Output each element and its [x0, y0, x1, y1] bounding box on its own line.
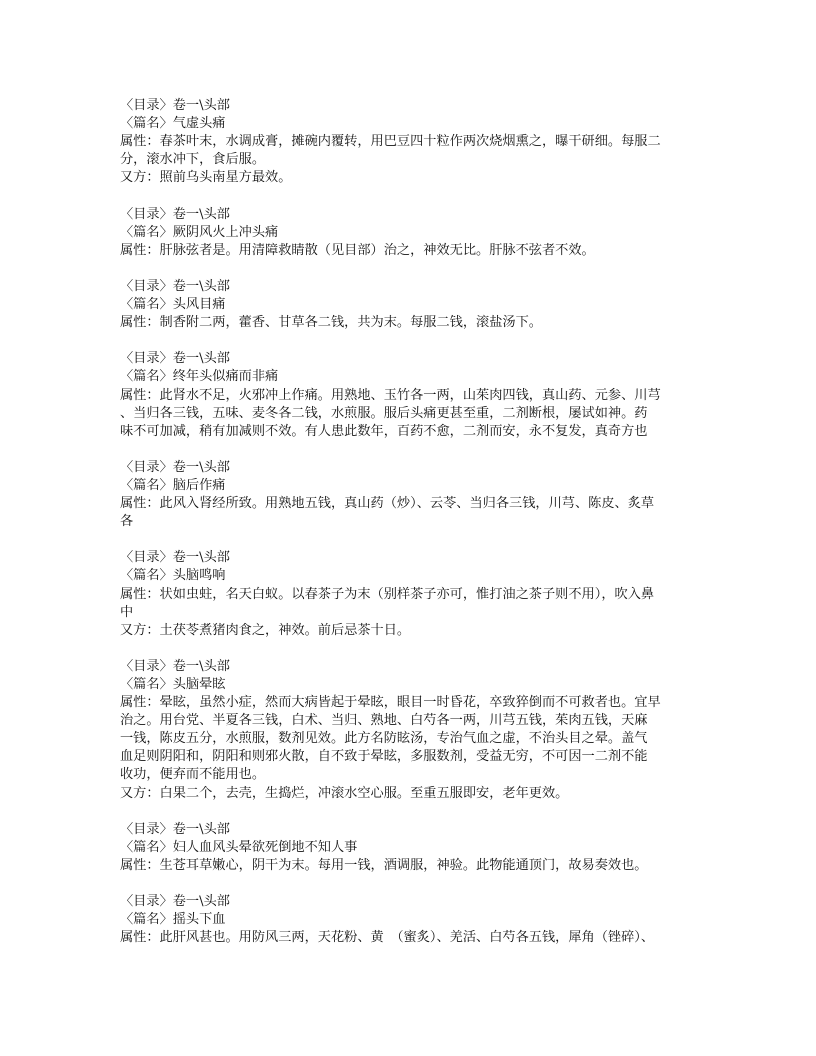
entry-text-line: 、当归各三钱，五味、麦冬各二钱，水煎服。服后头痛更甚至重，二剂断根，屡试如神。药 [120, 405, 648, 421]
entry-text-line: 属性：制香附二两，藿香、甘草各二钱，共为末。每服二钱，滚盐汤下。 [120, 315, 542, 331]
entry-title: 〈篇名〉头风目痛 [120, 297, 226, 313]
entry-tounao-yunxuan [120, 658, 700, 803]
catalog-label: 〈目录〉卷一\头部 [120, 351, 230, 367]
entry-text-line: 属性：此肾水不足，火邪冲上作痛。用熟地、玉竹各一两，山茱肉四钱，真山药、元参、川芎 [120, 387, 661, 403]
entry-text-line: 治之。用台党、半夏各三钱，白术、当归、熟地、白芍各一两，川芎五钱，茱肉五钱，天麻 [120, 713, 648, 729]
entry-text-line: 属性：肝脉弦者是。用清障救睛散（见目部）治之，神效无比。肝脉不弦者不效。 [120, 242, 595, 258]
catalog-label: 〈目录〉卷一\头部 [120, 894, 230, 910]
entry-text-line: 又方：土茯苓煮猪肉食之，神效。前后忌茶十日。 [120, 622, 411, 638]
entry-title: 〈篇名〉气虚头痛 [120, 116, 226, 132]
entry-text-line: 血足则阴阳和，阴阳和则邪火散，自不致于晕眩，多服数剂，受益无穷，不可因一二剂不能 [120, 749, 648, 765]
catalog-label: 〈目录〉卷一\头部 [120, 459, 230, 475]
entry-title: 〈篇名〉终年头似痛而非痛 [120, 369, 279, 385]
document-page [120, 97, 700, 966]
entry-tounao-mingxiang [120, 549, 700, 639]
entry-title: 〈篇名〉厥阴风火上冲头痛 [120, 224, 279, 240]
catalog-label: 〈目录〉卷一\头部 [120, 206, 230, 222]
catalog-label: 〈目录〉卷一\头部 [120, 821, 230, 837]
entry-text-line: 中 [120, 604, 134, 620]
catalog-label: 〈目录〉卷一\头部 [120, 278, 230, 294]
entry-title: 〈篇名〉头脑晕眩 [120, 677, 226, 692]
entry-text-line: 属性：状如虫蛀，名天白蚁。以春茶子为末（别样茶子亦可，惟打油之茶子则不用），吹入鼻 [120, 586, 655, 602]
entry-zhongnian-toutong [120, 350, 700, 440]
catalog-label: 〈目录〉卷一\头部 [120, 658, 230, 674]
entry-yaotou-xiaxue [120, 893, 700, 947]
entry-text-line: 分，滚水冲下，食后服。 [120, 152, 266, 168]
entry-title: 〈篇名〉脑后作痛 [120, 477, 226, 493]
entry-text-line: 属性：生苍耳草嫩心，阴干为末。每用一钱，酒调服，神验。此物能通顶门，故易奏效也。 [120, 857, 648, 873]
entry-text-line: 又方：照前乌头南星方最效。 [120, 170, 292, 186]
entry-title: 〈篇名〉妇人血风头晕欲死倒地不知人事 [120, 839, 358, 855]
entry-text-line: 属性：此肝风甚也。用防风三两，天花粉、黄 （蜜炙）、羌活、白芍各五钱，犀角（锉碎）、 [120, 930, 655, 946]
entry-qixu-toutong [120, 97, 700, 187]
entry-text-line: 又方：白果二个，去壳，生捣烂，冲滚水空心服。至重五服即安，老年更效。 [120, 785, 569, 801]
entry-text-line: 一钱，陈皮五分，水煎服，数剂见效。此方名防眩汤，专治气血之虚，不治头目之晕。盖气 [120, 731, 648, 747]
entry-text-line: 味不可加减，稍有加减则不效。有人患此数年，百药不愈，二剂而安，永不复发，真奇方也 [120, 423, 648, 439]
entry-furen-xuefeng [120, 821, 700, 875]
entry-title: 〈篇名〉摇头下血 [120, 912, 226, 928]
entry-text-line: 属性：此风入肾经所致。用熟地五钱，真山药（炒）、云苓、当归各三钱，川芎、陈皮、炙草 [120, 496, 655, 512]
entry-text-line: 属性：春茶叶末，水调成膏，摊碗内覆转，用巴豆四十粒作两次烧烟熏之，曝干研细。每服二 [120, 134, 661, 150]
entry-text-line: 各 [120, 514, 134, 530]
entry-naohou-zuotong [120, 459, 700, 531]
catalog-label: 〈目录〉卷一\头部 [120, 550, 230, 566]
entry-jueyin-fenghuo [120, 206, 700, 260]
entry-title: 〈篇名〉头脑鸣响 [120, 568, 226, 584]
catalog-label: 〈目录〉卷一\头部 [120, 98, 230, 113]
entry-text-line: 属性：晕眩，虽然小症，然而大病皆起于晕眩，眼目一时昏花，卒致猝倒而不可救者也。宜早 [120, 695, 661, 711]
entry-toufeng-mutong [120, 278, 700, 332]
entry-text-line: 收功，便弃而不能用也。 [120, 767, 266, 783]
